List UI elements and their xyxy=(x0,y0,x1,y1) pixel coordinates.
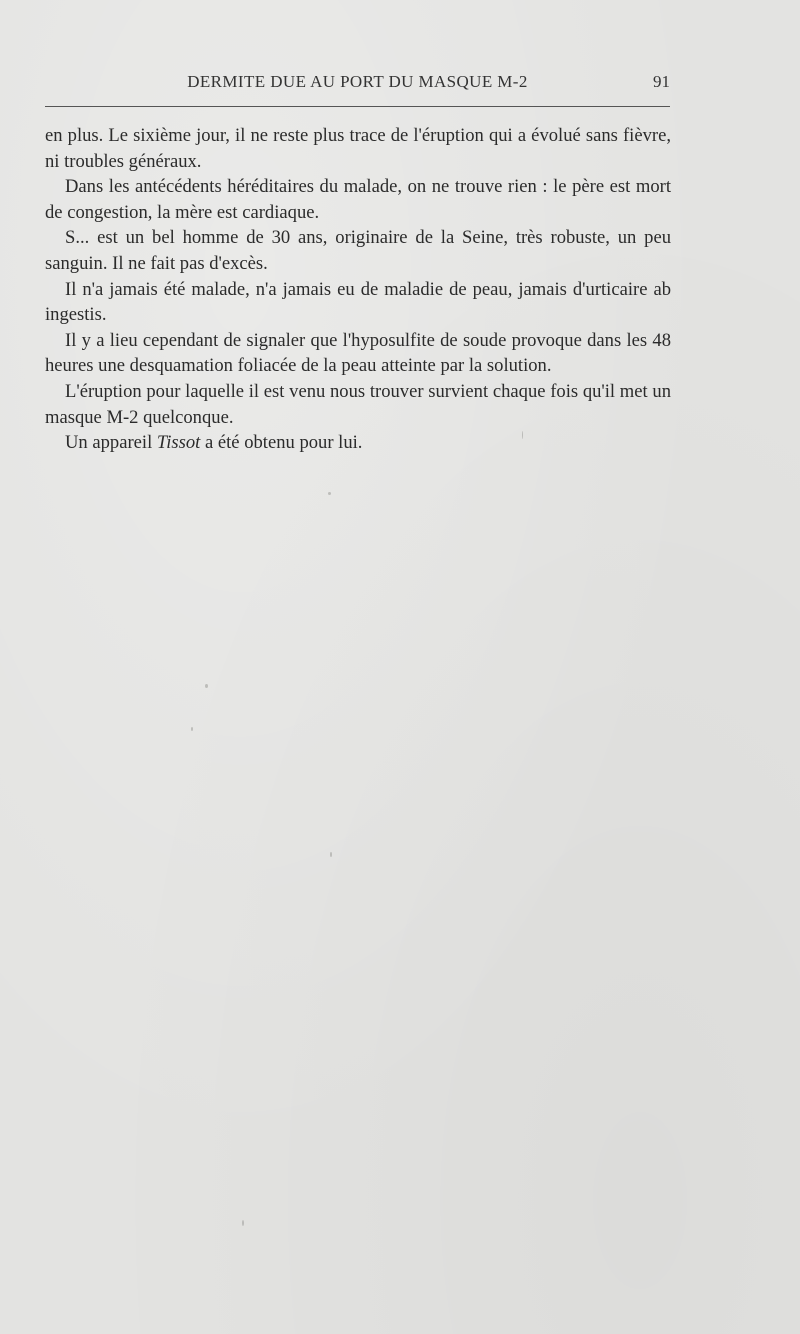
paragraph-3: S... est un bel homme de 30 ans, originaire de la Seine, très robuste, un peu sanguin. Il ne fait pas d'excès. xyxy=(45,227,671,274)
paper-speck xyxy=(205,684,208,688)
paragraph-5: Il y a lieu cependant de signaler que l'hyposulfite de soude provoque dans les 48 heures une desquamation foliacée de la peau atteinte par la solution. xyxy=(45,329,671,377)
paper-speck xyxy=(191,727,193,731)
paragraph-6: L'éruption pour laquelle il est venu nous trouver survient chaque fois qu'il met un masque M-2 quelconque. xyxy=(45,380,671,428)
paragraph-7 xyxy=(45,430,671,456)
paragraph-1: en plus. Le sixième jour, il ne reste plus trace de l'éruption qui a évolué sans fièvre, ni troubles généraux. xyxy=(45,125,671,172)
paragraph-4: Il n'a jamais été malade, n'a jamais eu de maladie de peau, jamais d'urticaire ab ingestis. xyxy=(45,278,671,326)
page-number: 91 xyxy=(653,72,670,91)
paper-speck xyxy=(242,1220,244,1226)
paragraph-2: Dans les antécédents héréditaires du malade, on ne trouve rien : le père est mort de congestion, la mère est cardiaque. xyxy=(45,176,671,223)
running-head xyxy=(45,72,670,96)
paper-speck xyxy=(328,492,331,495)
running-title: DERMITE DUE AU PORT DU MASQUE M-2 xyxy=(187,72,528,91)
paper-speck xyxy=(522,431,523,439)
paragraph-7-before: Un appareil xyxy=(65,432,157,454)
header-rule xyxy=(45,106,670,107)
paragraph-7-after: a été obtenu pour lui. xyxy=(200,432,363,454)
paper-speck xyxy=(330,852,332,857)
body-text xyxy=(45,123,671,456)
paragraph-7-italic: Tissot xyxy=(156,432,201,454)
